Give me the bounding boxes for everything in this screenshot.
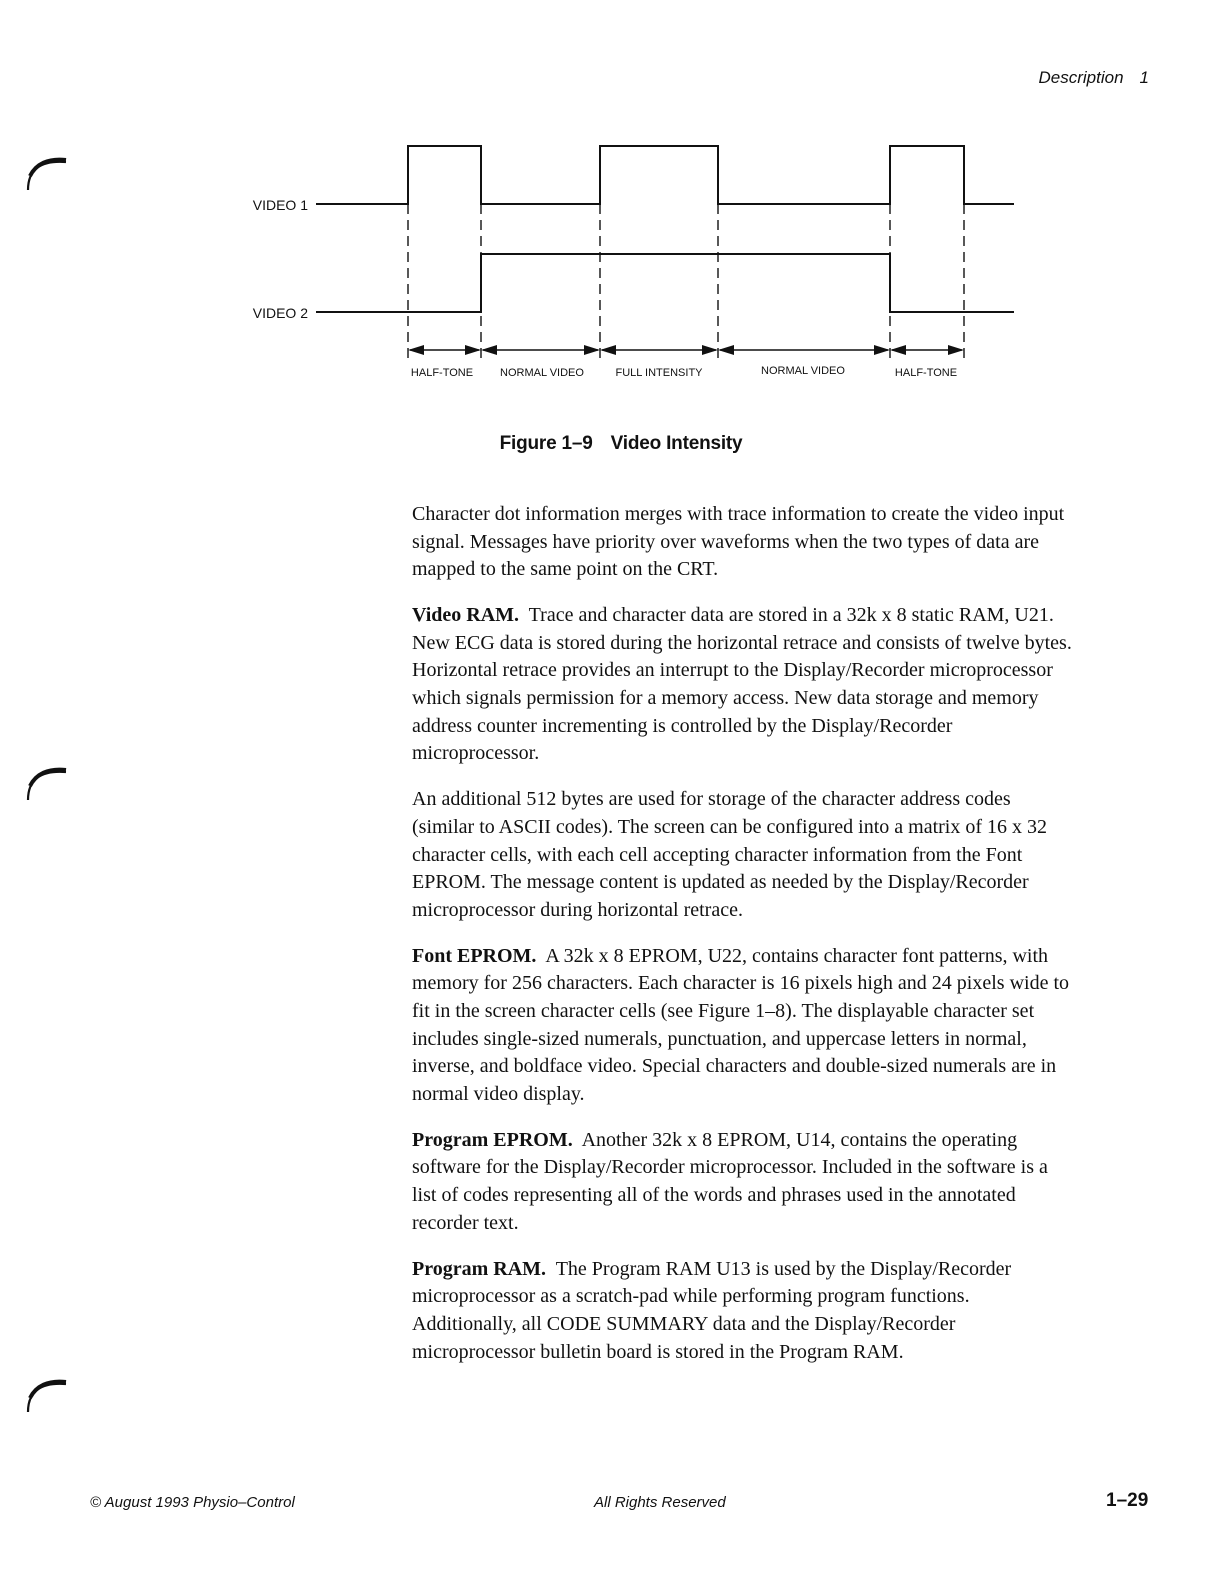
binder-hole-mark — [22, 760, 72, 804]
paragraph-text: Character dot information merges with trace information to create the video input signal. Messages have priority over waveforms when the two types of data are mapped to the same point on the CRT. — [412, 503, 1065, 581]
body-text — [412, 501, 1077, 1385]
paragraph-lead: Font EPROM. — [412, 944, 537, 967]
paragraph-text: An additional 512 bytes are used for storage of the character address codes (similar to ASCII codes). The screen can be configured into a matrix of 16 x 32 character cells, with each cell accepting character information from the Font EPROM. The message content is updated as needed by the Display/Recorder microprocessor during horizontal retrace. — [412, 788, 1048, 921]
paragraph — [412, 1256, 1077, 1366]
header-chapter: 1 — [1139, 68, 1149, 87]
paragraph-text: The Program RAM U13 is used by the Display/Recorder microprocessor as a scratch-pad while performing program functions. Additionally, all CODE SUMMARY data and the Display/Recorder microprocessor bulletin board is stored in the Program RAM. — [412, 1257, 1012, 1363]
paragraph — [412, 501, 1077, 584]
header-section: Description — [1038, 68, 1124, 87]
paragraph — [412, 1127, 1077, 1237]
video2-waveform — [316, 254, 1014, 312]
paragraph — [412, 943, 1077, 1109]
segment-label: HALF-TONE — [410, 367, 474, 379]
video2-label: VIDEO 2 — [252, 305, 308, 321]
paragraph — [412, 602, 1077, 768]
segment-label: HALF-TONE — [894, 367, 958, 379]
boundary-lines — [408, 204, 964, 362]
segment-label: FULL INTENSITY — [615, 367, 703, 379]
paragraph-text: A 32k x 8 EPROM, U22, contains character font patterns, with memory for 256 characters. Each character is 16 pixels high and 24 pixels wide to fit in the screen character cells (see Figure 1–8). The displayable character set includes single-sized numerals, punctuation, and uppercase letters in normal, inverse, and boldface video. Special characters and double-sized numerals are in normal video display. — [412, 944, 1070, 1105]
video-intensity-diagram — [0, 0, 1207, 420]
segment-label: NORMAL VIDEO — [500, 367, 584, 379]
paragraph-text: Trace and character data are stored in a 32k x 8 static RAM, U21. New ECG data is stored during the horizontal retrace and consists of twelve bytes. Horizontal retrace provides an interrupt to the Display/Recorder microprocessor which signals permission for a memory access. New data storage and memory address counter incrementing is controlled by the Display/Recorder microprocessor. — [412, 604, 1072, 765]
caption-title: Video Intensity — [610, 433, 743, 454]
footer-rights: All Rights Reserved — [594, 1494, 726, 1511]
paragraph — [412, 786, 1077, 924]
segment-label: NORMAL VIDEO — [761, 365, 845, 377]
paragraph-lead: Program EPROM. — [412, 1128, 573, 1151]
figure-caption — [0, 433, 1207, 455]
footer-copyright: © August 1993 Physio–Control — [90, 1494, 295, 1511]
binder-hole-mark — [22, 1372, 72, 1416]
paragraph-text: Another 32k x 8 EPROM, U14, contains the operating software for the Display/Recorder microprocessor. Included in the software is a list of codes representing all of the words and phrases used in the annotated recorder text. — [412, 1128, 1048, 1234]
page-number: 1–29 — [1106, 1490, 1149, 1511]
caption-number: Figure 1–9 — [499, 433, 593, 454]
video1-waveform — [316, 146, 1014, 204]
video1-label: VIDEO 1 — [252, 197, 308, 213]
paragraph-lead: Program RAM. — [412, 1257, 547, 1280]
paragraph-lead: Video RAM. — [412, 604, 520, 627]
